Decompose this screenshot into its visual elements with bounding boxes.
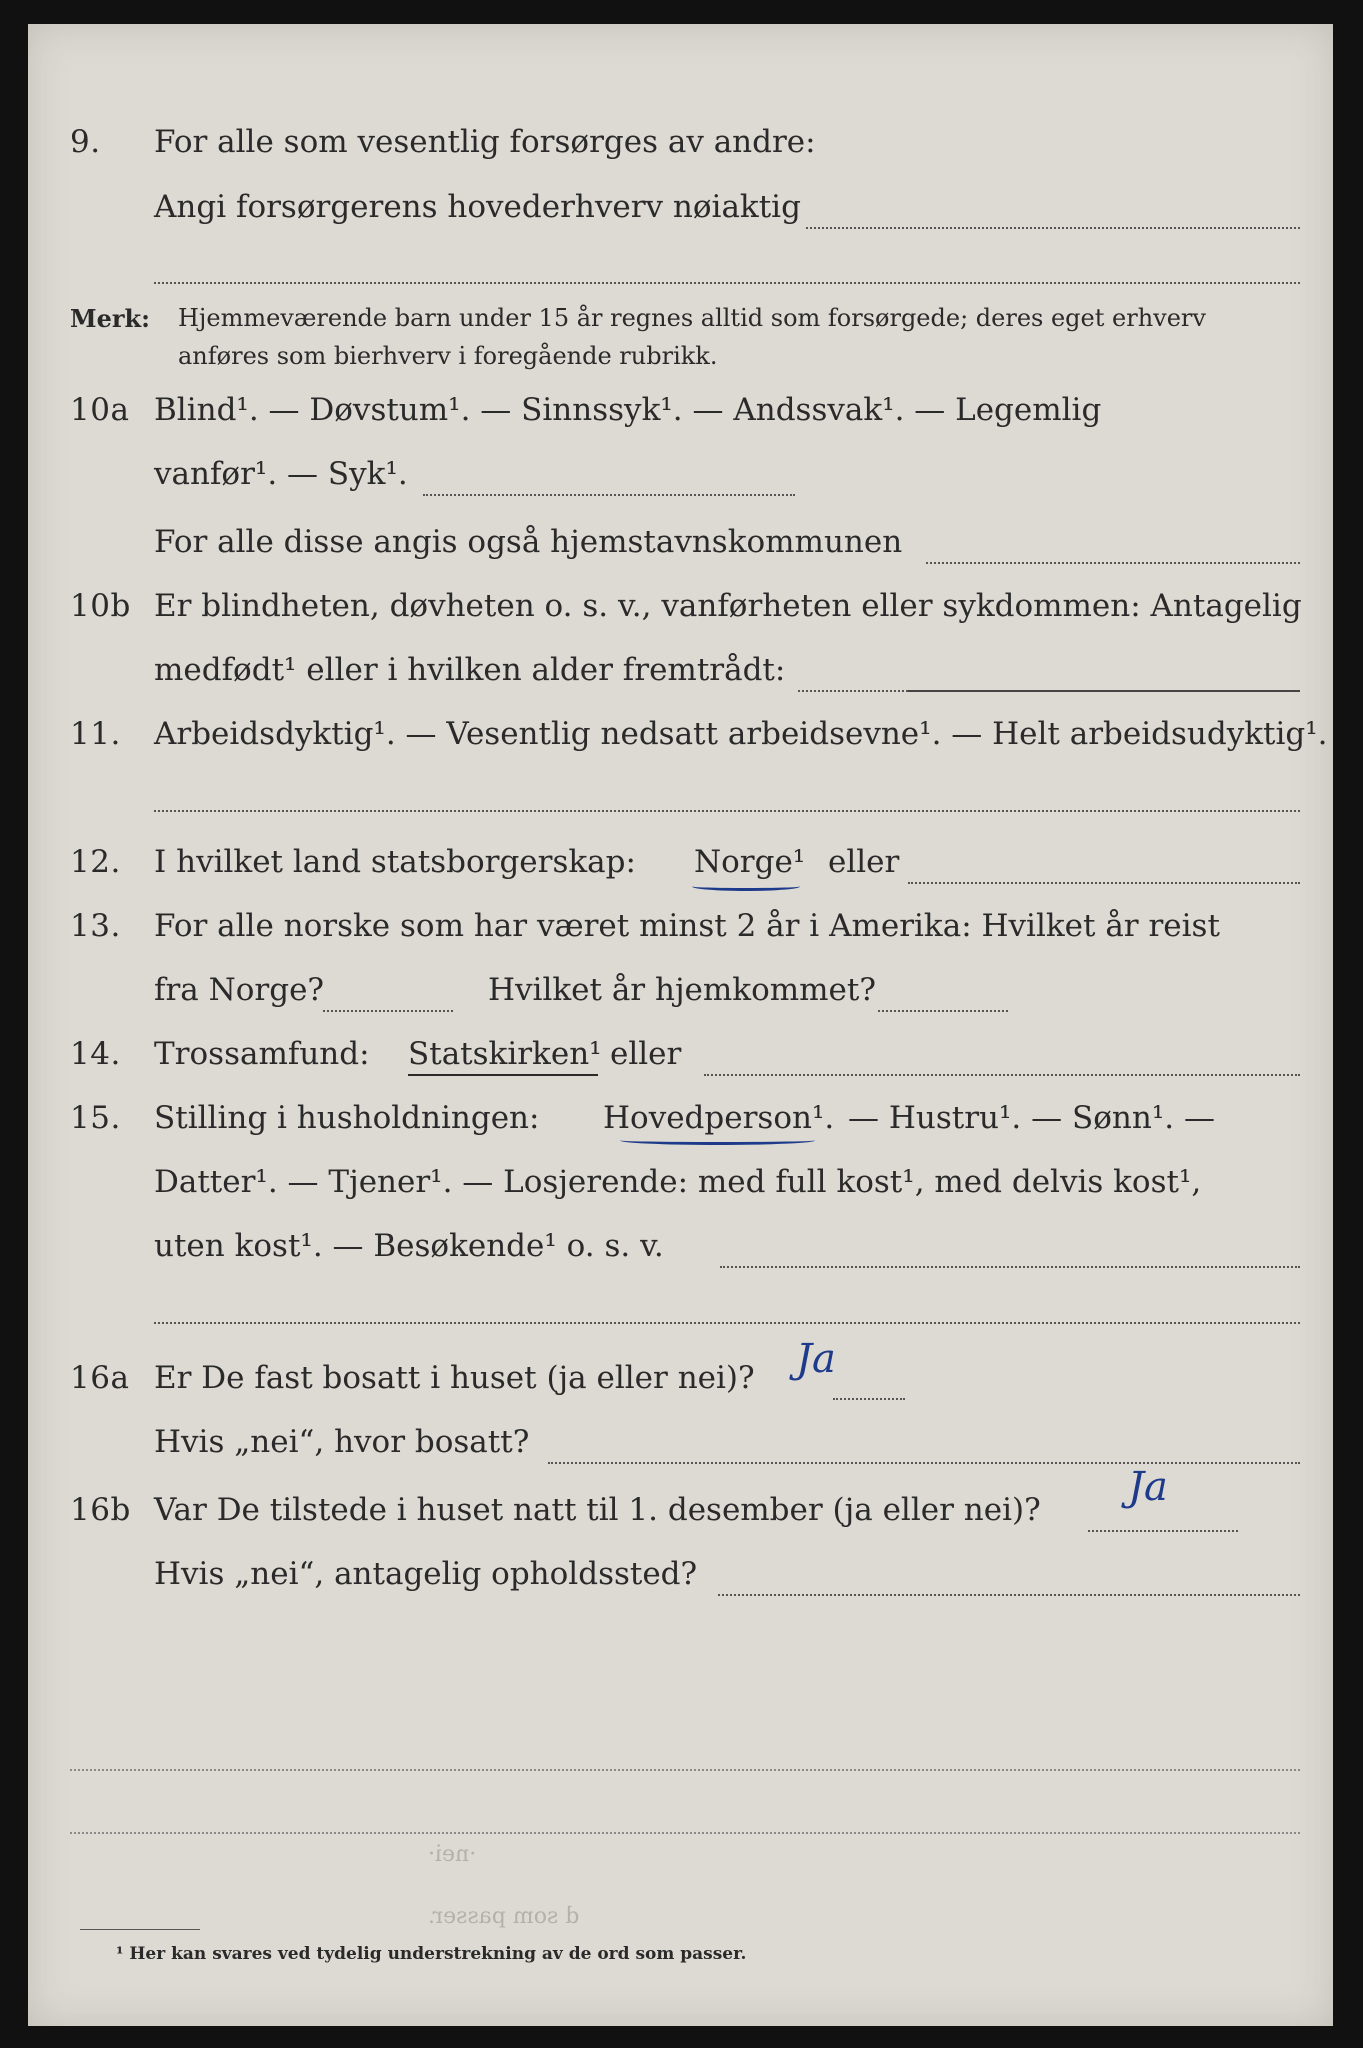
question-text: Hvis „nei“, antagelig opholdssted?	[154, 1556, 698, 1592]
question-text: medfødt¹ eller i hvilken alder fremtrådt:	[154, 652, 786, 688]
question-13	[28, 908, 1333, 958]
question-number: 11.	[70, 716, 121, 752]
question-text: For alle disse angis også hjemstavnskommunen	[154, 524, 903, 560]
answer-line[interactable]	[720, 1266, 1300, 1268]
question-16b-line2	[28, 1556, 1333, 1606]
underline-mark	[620, 1136, 815, 1145]
census-form-page	[28, 24, 1333, 2026]
question-15	[28, 1100, 1333, 1150]
question-text: uten kost¹. — Besøkende¹ o. s. v.	[154, 1228, 664, 1264]
answer-line[interactable]	[423, 494, 795, 496]
question-10b-line2	[28, 652, 1333, 702]
question-number: 15.	[70, 1100, 121, 1136]
question-text: For alle norske som har været minst 2 år i Amerika: Hvilket år reist	[154, 908, 1220, 944]
answer-line[interactable]	[718, 1594, 1300, 1596]
question-text: fra Norge?	[154, 972, 325, 1008]
question-10a-line3	[28, 524, 1333, 574]
question-9	[28, 124, 1333, 174]
answer-line[interactable]	[704, 1074, 1300, 1076]
answer-line[interactable]	[878, 1010, 1008, 1012]
answer-line[interactable]	[806, 227, 1300, 229]
bleed-through-text: d som passer.	[428, 1904, 580, 1929]
question-text: eller	[828, 844, 900, 880]
note-text: Hjemmeværende barn under 15 år regnes alltid som forsørgede; deres eget erhverv	[178, 304, 1206, 332]
question-11	[28, 716, 1333, 766]
note-label: Merk:	[70, 304, 150, 333]
question-12	[28, 844, 1333, 894]
footnote	[28, 1944, 1333, 1994]
question-text: I hvilket land statsborgerskap:	[154, 844, 636, 880]
question-10a	[28, 392, 1333, 442]
question-14	[28, 1036, 1333, 1086]
question-text: Blind¹. — Døvstum¹. — Sinnssyk¹. — Andssvak¹. — Legemlig	[154, 392, 1102, 428]
question-number: 10a	[70, 392, 130, 428]
question-number: 9.	[70, 124, 101, 160]
question-text: vanfør¹. — Syk¹.	[154, 456, 408, 492]
question-13-line2	[28, 972, 1333, 1022]
question-15-line3	[28, 1228, 1333, 1278]
question-text: Er blindheten, døvheten o. s. v., vanførheten eller sykdommen: Antagelig	[154, 588, 1302, 624]
question-number: 10b	[70, 588, 131, 624]
question-9-line2	[28, 189, 1333, 239]
answer-line[interactable]	[154, 810, 1300, 812]
question-15-line2	[28, 1164, 1333, 1214]
answer-line[interactable]	[908, 690, 1300, 692]
note-text: anføres som bierhverv i foregående rubrikk.	[178, 342, 718, 370]
note-merk-line2	[28, 342, 1333, 392]
question-text: Er De fast bosatt i huset (ja eller nei)?	[154, 1360, 755, 1396]
answer-line[interactable]	[926, 562, 1300, 564]
question-text: Var De tilstede i huset natt til 1. desember (ja eller nei)?	[154, 1492, 1041, 1528]
handwritten-answer[interactable]: Ja	[796, 1336, 836, 1382]
question-text: Stilling i husholdningen:	[154, 1100, 540, 1136]
question-text: Trossamfund:	[154, 1036, 370, 1072]
underline-mark	[408, 1074, 598, 1076]
question-number: 16a	[70, 1360, 130, 1396]
answer-line[interactable]	[908, 882, 1300, 884]
handwritten-answer[interactable]: Ja	[1128, 1464, 1168, 1510]
question-text: eller	[610, 1036, 682, 1072]
question-text: — Hustru¹. — Sønn¹. —	[848, 1100, 1215, 1136]
answer-line[interactable]	[833, 1398, 905, 1400]
question-number: 14.	[70, 1036, 121, 1072]
answer-line[interactable]	[154, 282, 1300, 284]
answer-line[interactable]	[323, 1010, 453, 1012]
answer-line[interactable]	[1088, 1530, 1238, 1532]
question-10b	[28, 588, 1333, 638]
blank-line	[70, 1832, 1300, 1834]
blank-line	[70, 1769, 1300, 1771]
question-text: For alle som vesentlig forsørges av andre:	[154, 124, 816, 160]
option-statskirken[interactable]: Statskirken¹	[408, 1036, 602, 1072]
bleed-through-text: ·nei·	[428, 1842, 477, 1867]
footnote-rule	[80, 1929, 200, 1930]
option-hovedperson[interactable]: Hovedperson¹.	[603, 1100, 835, 1136]
footnote-text: ¹ Her kan svares ved tydelig understrekning av de ord som passer.	[116, 1944, 747, 1964]
question-number: 13.	[70, 908, 121, 944]
question-number: 16b	[70, 1492, 131, 1528]
question-text: Arbeidsdyktig¹. — Vesentlig nedsatt arbeidsevne¹. — Helt arbeidsudyktig¹.	[154, 716, 1328, 752]
answer-line[interactable]	[154, 1322, 1300, 1324]
question-text: Angi forsørgerens hovederhverv nøiaktig	[154, 189, 801, 225]
question-number: 12.	[70, 844, 121, 880]
question-10a-line2	[28, 456, 1333, 506]
question-16b	[28, 1464, 1333, 1542]
answer-line[interactable]	[798, 690, 908, 692]
question-16a	[28, 1336, 1333, 1410]
question-text: Hvis „nei“, hvor bosatt?	[154, 1424, 530, 1460]
question-text: Hvilket år hjemkommet?	[488, 972, 876, 1008]
option-norge[interactable]: Norge¹	[694, 844, 806, 880]
underline-mark	[692, 882, 800, 891]
answer-line[interactable]	[548, 1462, 1300, 1464]
question-text: Datter¹. — Tjener¹. — Losjerende: med full kost¹, med delvis kost¹,	[154, 1164, 1202, 1200]
